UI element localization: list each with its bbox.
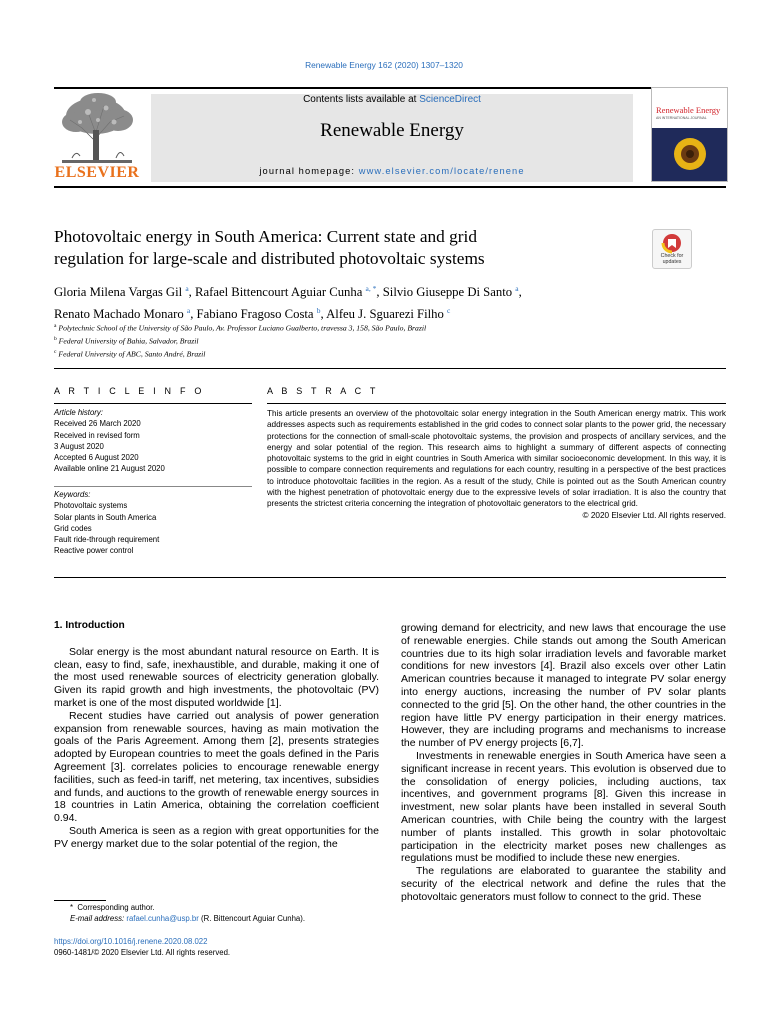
keywords-rule (54, 486, 252, 487)
body-column-left (54, 620, 379, 851)
cover-title: Renewable Energy (656, 105, 721, 115)
doi-link[interactable]: https://doi.org/10.1016/j.renene.2020.08.022 (54, 937, 208, 946)
keyword-item: Grid codes (54, 523, 92, 533)
author-affiliation-marker[interactable]: c (447, 305, 451, 315)
keyword-item: Photovoltaic systems (54, 501, 128, 511)
author-affiliation-marker[interactable]: a, * (365, 284, 377, 293)
header-rule-bottom (54, 186, 726, 188)
history-item: Accepted 6 August 2020 (54, 453, 139, 463)
crossmark-icon (653, 230, 691, 254)
keywords-block (54, 489, 252, 557)
journal-citation[interactable]: Renewable Energy 162 (2020) 1307–1320 (305, 60, 463, 70)
homepage-line (151, 166, 633, 176)
author-name[interactable]: Silvio Giuseppe Di Santo (382, 285, 513, 300)
abstract-body (267, 408, 726, 521)
body-paragraph: Investments in renewable energies in South America have seen a significant increase in recent years. This evolution is observed due to the consolidation of energy policies, including auctions, tax incentives, and government programs [8]. Given this increase in investment, new solar plants have been installed in several South American countries, with Chile being the country with the largest number of plants installed. This growth in solar photovoltaic participation in the electricity market poses new challenges as regulations must be modified to include these new energies. (401, 749, 726, 865)
footnote-corresponding (54, 902, 379, 913)
author-separator: , (190, 306, 197, 321)
section-heading-introduction: 1. Introduction (54, 620, 125, 631)
abstract-rule (267, 403, 726, 404)
history-item: Received 26 March 2020 (54, 419, 141, 429)
title-line-2: regulation for large-scale and distributed photovoltaic systems (54, 249, 485, 268)
body-paragraph: Solar energy is the most abundant natural resource on Earth. It is clean, easy to find, safe, inexhaustible, and durable, making it one of the most used renewable sources of electricity generation globally. Given its rapid growth and high investments, the photovoltaic (PV) market is one of the most disputed worldwide [1]. (54, 645, 379, 709)
crossmark-label: Check for updates (660, 253, 684, 265)
footnote-rule (54, 900, 106, 901)
author-separator: , (188, 285, 196, 300)
author-affiliation-marker[interactable]: a (515, 284, 519, 293)
body-paragraph: The regulations are elaborated to guarantee the stability and security of the electrical network and define the rules that the photovoltaic generators must follow to connect to the grid. These (401, 865, 726, 903)
abstract-heading: A B S T R A C T (267, 386, 379, 396)
author-name[interactable]: Alfeu J. Sguarezi Filho (326, 306, 444, 321)
homepage-prefix: journal homepage: (259, 166, 359, 176)
keyword-item: Reactive power control (54, 546, 134, 556)
history-item: Available online 21 August 2020 (54, 464, 165, 474)
homepage-link[interactable]: www.elsevier.com/locate/renene (358, 166, 525, 176)
author-affiliation-marker[interactable]: a (186, 305, 191, 315)
abstract-bottom-rule (54, 577, 726, 578)
author-separator: , (376, 285, 383, 300)
author-name[interactable]: Renato Machado Monaro (54, 306, 184, 321)
cover-sunflower-icon (652, 128, 727, 181)
check-for-updates-badge[interactable] (652, 229, 690, 267)
history-item: Received in revised form (54, 430, 140, 440)
author-name[interactable]: Rafael Bittencourt Aguiar Cunha (195, 285, 363, 300)
author-list (54, 280, 654, 323)
author-separator: , (320, 306, 327, 321)
article-info-rule (54, 403, 252, 404)
keyword-item: Fault ride-through requirement (54, 535, 160, 545)
header-rule-top (54, 87, 726, 89)
keyword-item: Solar plants in South America (54, 512, 157, 522)
footnote-email (54, 913, 379, 924)
affiliation-text: Federal University of Bahia, Salvador, Brazil (58, 336, 199, 346)
title-line-1: Photovoltaic energy in South America: Current state and grid (54, 227, 477, 246)
affiliation-marker: b (54, 336, 57, 343)
history-item: 3 August 2020 (54, 441, 104, 451)
elsevier-logo[interactable] (52, 92, 142, 184)
elsevier-tree-icon (52, 92, 142, 164)
abstract-text: This article presents an overview of the photovoltaic solar energy integration in the South American energy matrix. This work addresses aspects such as requirements established in the grid codes to connect solar plants to the power grid, the necessary protections for the connection of small-scale photovoltaic systems, the provision and prospects of ancillary services, and the energy and solar potential of the region. This research aims to highlight a summary of different aspects of connecting photovoltaic systems to the grid in eight countries in South America with similar socioeconomic development. In this way, it is possible to compare connection requirements and regulations for each country, resulting in a perspective of the best practices to introduce photovoltaic facilities in the region. As a result of the study, Chile is pointed out as the South American country with the highest penetration of photovoltaic energy due to the expressive levels of solar irradiation. It is also the country that presents the strictest criteria concerning the integration of photovoltaic generators to the electrical grid. (267, 409, 726, 509)
cover-subtitle: AN INTERNATIONAL JOURNAL (656, 116, 707, 120)
affiliation-item (54, 321, 654, 334)
email-link[interactable]: rafael.cunha@usp.br (126, 914, 199, 923)
affiliation-marker: c (54, 349, 57, 356)
history-label: Article history: (54, 408, 103, 417)
affiliation-text: Federal University of ABC, Santo André, Brazil (58, 349, 206, 359)
body-paragraph: Recent studies have carried out analysis of power generation expansion from renewable sources, having as main motivation the goals of the Paris Agreement. Among them [2], presents strategies adopted by European countries to meet the goals defined in the Paris Agreement [3]. correlates policies to encourage renewable energy facilities, such as feed-in tariff, net metering, tax incentives, subsidies and funds, and auctions to the growth of renewable energy sources in 18 countries in Latin America, obtaining the correlation coefficient 0.94. (54, 709, 379, 825)
author-name[interactable]: Fabiano Fragoso Costa (196, 306, 314, 321)
affiliation-item (54, 347, 654, 360)
issn-line: 0960-1481/© 2020 Elsevier Ltd. All rights reserved. (54, 948, 231, 957)
footnote-marker: * (70, 903, 74, 912)
doi-block (54, 936, 454, 958)
affiliation-marker: a (54, 323, 57, 329)
article-title (54, 226, 644, 270)
email-suffix: (R. Bittencourt Aguiar Cunha). (198, 914, 306, 923)
author-affiliation-marker[interactable]: a (185, 284, 189, 293)
affiliation-item (54, 334, 654, 347)
body-paragraph: growing demand for electricity, and new laws that encourage the use of renewable energies. Chile stands out among the South American countries due to its high solar irradiation levels and favorable market conditions for new investors [4]. Brazil also excels over other Latin American countries because it managed to integrate PV solar energy into energy auctions, increasing the number of PV solar plants connected to the grid [5]. On the other hand, the other countries in the region have little PV energy participation in their energy matrices. However, they are including programs and mechanisms to increase the number of PV energy projects [6,7]. (401, 622, 726, 750)
article-history (54, 407, 252, 475)
abstract-copyright: © 2020 Elsevier Ltd. All rights reserved. (582, 510, 726, 520)
elsevier-wordmark: ELSEVIER (54, 164, 140, 181)
contents-line (151, 94, 633, 105)
journal-name: Renewable Energy (320, 120, 464, 141)
author-affiliation-marker[interactable]: b (316, 305, 321, 315)
cover-artwork (652, 128, 727, 181)
footnotes (54, 902, 379, 924)
section-divider (54, 368, 726, 369)
journal-cover-thumbnail[interactable] (651, 87, 728, 182)
crossmark-box (652, 229, 692, 269)
body-column-right (401, 622, 726, 904)
email-label: E-mail address: (70, 914, 127, 923)
author-name[interactable]: Gloria Milena Vargas Gil (54, 285, 183, 300)
article-info-heading: A R T I C L E I N F O (54, 386, 205, 396)
author-separator: , (518, 285, 522, 300)
body-paragraph: South America is seen as a region with great opportunities for the PV energy market due to the solar potential of the region, the (54, 824, 379, 850)
sciencedirect-link[interactable]: ScienceDirect (419, 94, 481, 105)
keywords-label: Keywords: (54, 490, 91, 499)
affiliation-text: Polytechnic School of the University of São Paulo, Av. Professor Luciano Gualberto, travessa 3, 158, São Paulo, Brazil (58, 323, 427, 333)
contents-prefix: Contents lists available at (303, 94, 420, 105)
affiliation-list (54, 321, 654, 360)
journal-banner (151, 94, 633, 182)
corresponding-label: Corresponding author. (77, 903, 155, 912)
